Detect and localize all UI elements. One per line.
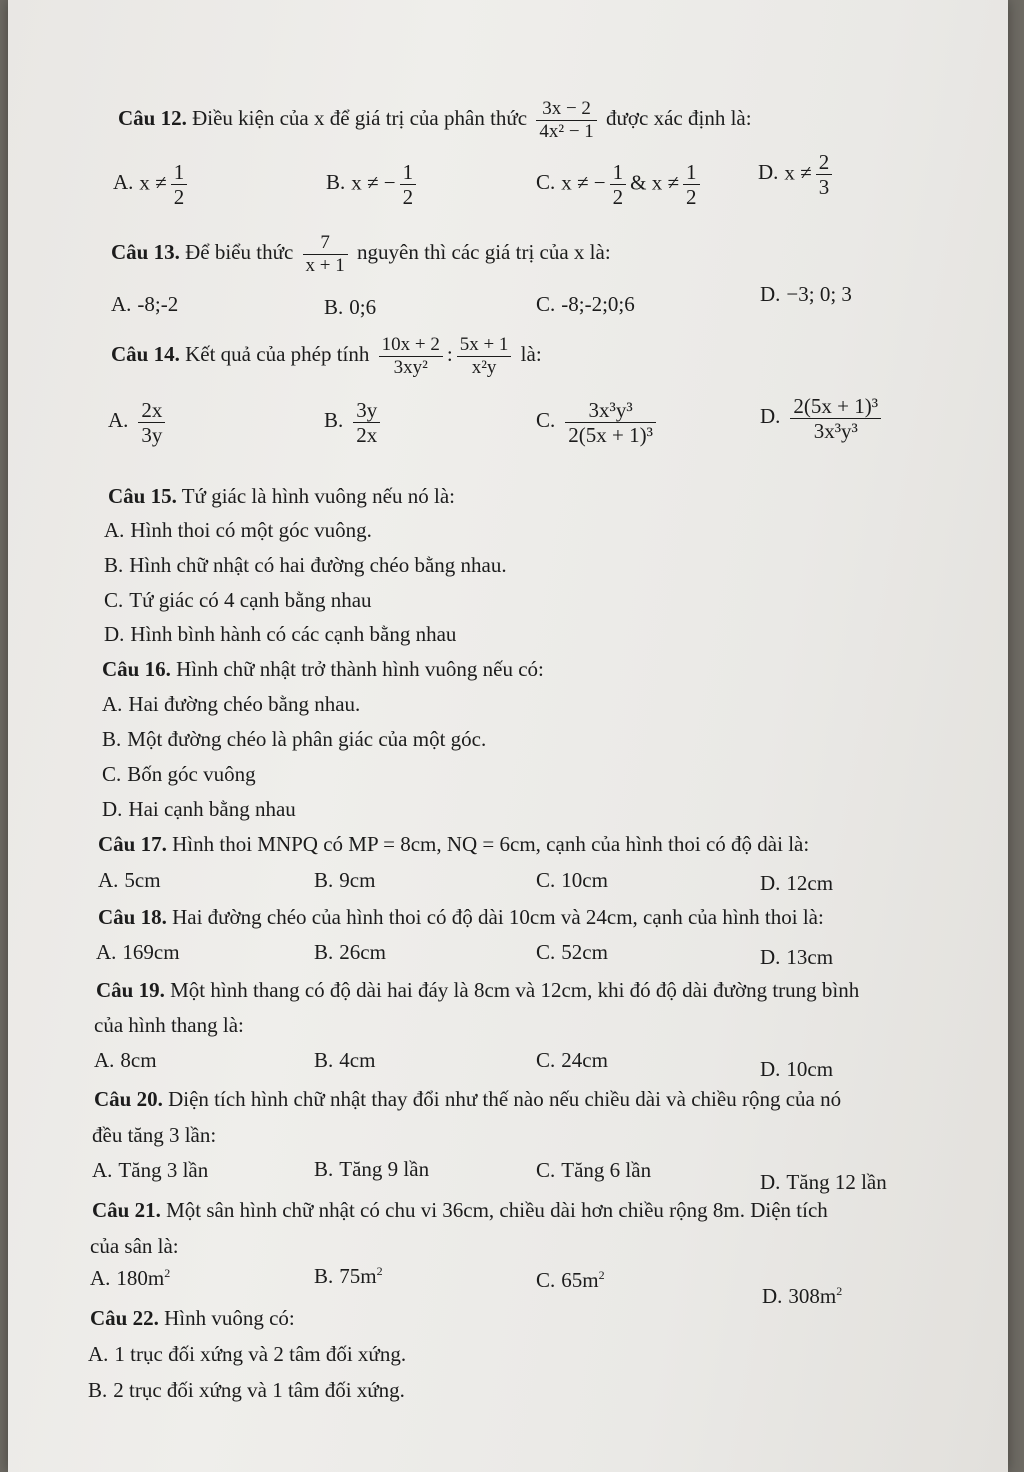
question-14: Câu 14. Kết quả của phép tính $\frac{10x + 2}{\text{3xy²}}$ : $\frac{5x + 1}{\text{x²y}}$ là: (111, 334, 542, 378)
question-13: Câu 13. Để biểu thức $\frac{7}{x + 1}$ nguyên thì các giá trị của x là: (111, 232, 611, 276)
option-a: A. 8cm (94, 1048, 157, 1072)
question-15: Câu 15. Tứ giác là hình vuông nếu nó là: (108, 484, 455, 508)
exam-paper (8, 0, 1008, 1472)
option-b: B. $\frac{3y}{2x}$ (324, 398, 384, 447)
option-a: A. Tăng 3 lần (92, 1158, 209, 1182)
question-19-line2: của hình thang là: (94, 1013, 244, 1037)
option-c: C. 52cm (536, 940, 608, 964)
option-c: C. -8;-2;0;6 (536, 292, 635, 316)
option-d: D. $\frac{\text{2(5x + 1)³}}{\text{3x³y³}}$ (760, 394, 885, 443)
option-c: C. Bốn góc vuông (102, 762, 256, 786)
option-c: C. Tứ giác có 4 cạnh bằng nhau (104, 588, 372, 612)
question-18: Câu 18. Hai đường chéo của hình thoi có độ dài 10cm và 24cm, cạnh của hình thoi là: (98, 905, 824, 929)
question-12: Câu 12. Điều kiện của x để giá trị của phân thức $\frac{3x - 2}{\text{4x² − 1}}$ được xác định là: (118, 98, 752, 142)
question-21: Câu 21. Một sân hình chữ nhật có chu vi 36cm, chiều dài hơn chiều rộng 8m. Diện tích (92, 1198, 828, 1222)
option-a: A. Hai đường chéo bằng nhau. (102, 692, 361, 716)
option-d: D. 13cm (760, 945, 834, 969)
option-a: A. $180m^2$ (90, 1266, 171, 1290)
option-b: B. 9cm (314, 868, 376, 892)
option-c: C. $65m^2$ (536, 1268, 605, 1292)
option-d: D. x ≠ $\frac{2}{3}$ (758, 150, 836, 199)
option-c: C. 24cm (536, 1048, 608, 1072)
option-a: A. 5cm (98, 868, 161, 892)
question-20-line2: đều tăng 3 lần: (92, 1123, 217, 1147)
option-b: B. Tăng 9 lần (314, 1157, 430, 1181)
option-b: B. 2 trục đối xứng và 1 tâm đối xứng. (88, 1378, 405, 1402)
fraction: $\frac{3x - 2}{\text{4x² − 1}}$ (536, 98, 596, 143)
option-a: A. 1 trục đối xứng và 2 tâm đối xứng. (88, 1342, 407, 1366)
option-a: A. x ≠ $\frac{1}{2}$ (113, 160, 191, 209)
option-d: D. −3; 0; 3 (760, 282, 852, 306)
option-c: C. x ≠ − $\frac{1}{2}$ & x ≠ $\frac{1}{2}$ (536, 160, 704, 209)
option-d: D. $308m^2$ (762, 1284, 843, 1308)
option-c: C. $\frac{\text{3x³y³}}{\text{2(5x + 1)³}}$ (536, 398, 660, 447)
option-d: D. Hình bình hành có các cạnh bằng nhau (104, 622, 457, 646)
option-c: C. Tăng 6 lần (536, 1158, 652, 1182)
option-a: A. $\frac{2x}{3y}$ (108, 398, 169, 447)
question-19: Câu 19. Một hình thang có độ dài hai đáy là 8cm và 12cm, khi đó độ dài đường trung bình (96, 978, 860, 1002)
option-d: D. Hai cạnh bằng nhau (102, 797, 296, 821)
option-b: B. Một đường chéo là phân giác của một góc. (102, 727, 487, 751)
option-c: C. 10cm (536, 868, 608, 892)
option-b: B. Hình chữ nhật có hai đường chéo bằng nhau. (104, 553, 507, 577)
question-22: Câu 22. Hình vuông có: (90, 1306, 295, 1330)
option-d: D. 10cm (760, 1057, 834, 1081)
option-b: B. 4cm (314, 1048, 376, 1072)
option-b: B. x ≠ − $\frac{1}{2}$ (326, 160, 420, 209)
option-b: B. 0;6 (324, 295, 377, 319)
question-16: Câu 16. Hình chữ nhật trở thành hình vuông nếu có: (102, 657, 544, 681)
option-a: A. -8;-2 (111, 292, 179, 316)
option-b: B. 26cm (314, 940, 386, 964)
option-b: B. $75m^2$ (314, 1264, 383, 1288)
question-21-line2: của sân là: (90, 1234, 179, 1258)
option-a: A. Hình thoi có một góc vuông. (104, 518, 372, 542)
option-a: A. 169cm (96, 940, 180, 964)
option-d: D. 12cm (760, 871, 834, 895)
question-17: Câu 17. Hình thoi MNPQ có MP = 8cm, NQ = 6cm, cạnh của hình thoi có độ dài là: (98, 832, 810, 856)
question-20: Câu 20. Diện tích hình chữ nhật thay đổi như thế nào nếu chiều dài và chiều rộng của nó (94, 1087, 842, 1111)
option-d: D. Tăng 12 lần (760, 1170, 887, 1194)
